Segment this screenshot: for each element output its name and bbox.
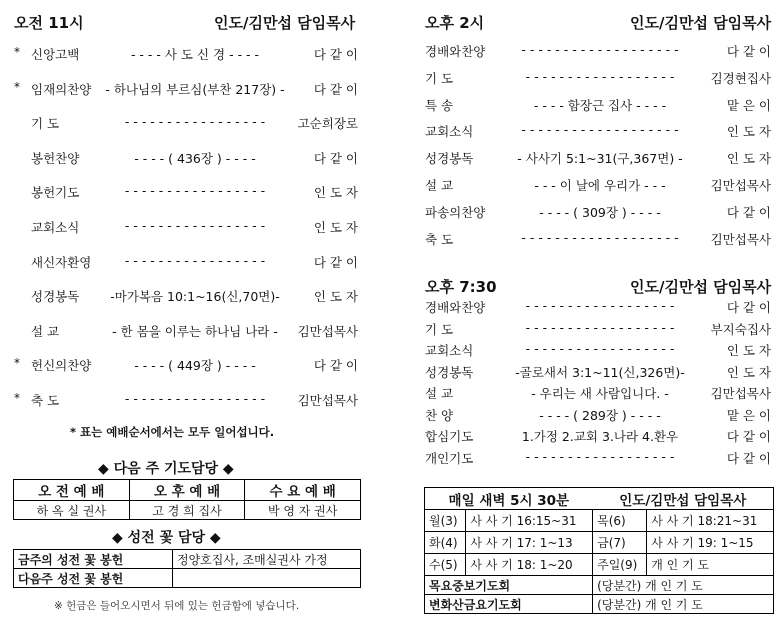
order-item bbox=[425, 449, 771, 465]
order-item-person: 김만섭목사 bbox=[297, 393, 358, 408]
order-item bbox=[425, 69, 771, 85]
order-item-detail: 1.가정 2.교회 3.나라 4.환우 bbox=[521, 429, 679, 444]
order-item-name: 기 도 bbox=[425, 70, 454, 86]
friday-prayer-label: 변화산금요기도회 bbox=[425, 595, 593, 614]
order-item-detail: - - - - ( 309장 ) - - - - bbox=[539, 204, 661, 220]
dawn-day: 월(3) bbox=[425, 510, 466, 532]
order-item-person: 다 같 이 bbox=[726, 450, 771, 466]
order-item bbox=[425, 320, 771, 336]
order-item-name: 설 교 bbox=[31, 323, 60, 339]
order-item-name: 축 도 bbox=[31, 393, 60, 408]
dawn-reading: 사 사 기 18: 1~20 bbox=[466, 554, 593, 576]
order-item-detail: -마가복음 10:1~16(신,70면)- bbox=[110, 289, 280, 305]
am-service-time: 오전 11시 bbox=[14, 14, 84, 32]
order-item-person: 다 같 이 bbox=[313, 254, 358, 270]
order-item-name: 헌신의찬양 bbox=[31, 358, 92, 374]
order-item bbox=[425, 96, 771, 112]
dawn-reading: 개 인 기 도 bbox=[647, 554, 774, 576]
order-item-person: 인 도 자 bbox=[313, 289, 358, 305]
prayer-name-am: 하 옥 실 권사 bbox=[14, 501, 130, 520]
order-item bbox=[425, 341, 771, 357]
order-item-person: 김경현집사 bbox=[710, 70, 771, 86]
order-item bbox=[425, 122, 771, 138]
order-item-name: 봉헌찬양 bbox=[31, 150, 80, 166]
order-item-name: 설 교 bbox=[425, 178, 454, 193]
thursday-prayer-value: (당분간) 개 인 기 도 bbox=[593, 576, 774, 595]
order-item-detail: - - - - - - - - - - - - - - - - - - bbox=[525, 68, 675, 84]
prayer-header-am: 오 전 예 배 bbox=[14, 480, 130, 501]
standing-mark: * bbox=[14, 356, 20, 371]
order-item-name: 교회소식 bbox=[425, 343, 474, 358]
order-item-name: 신앙고백 bbox=[31, 47, 80, 62]
order-item bbox=[425, 406, 771, 422]
order-item bbox=[425, 176, 771, 192]
order-item-name: 성경봉독 bbox=[31, 289, 80, 305]
order-item bbox=[425, 230, 771, 246]
order-item-detail: - - - - - - - - - - - - - - - - - - bbox=[525, 298, 675, 313]
order-item-person: 김만섭목사 bbox=[710, 178, 771, 193]
order-item-detail: - - - - - - - - - - - - - - - - - - - bbox=[521, 229, 679, 245]
order-item-person: 고순희장로 bbox=[297, 116, 358, 132]
order-item bbox=[425, 363, 771, 379]
order-item bbox=[31, 287, 358, 303]
order-item bbox=[31, 149, 358, 165]
order-item-detail: - 한 몸을 이루는 하나님 나라 - bbox=[112, 323, 278, 339]
order-item-name: 임재의찬양 bbox=[31, 81, 92, 97]
pm2-service-leader: 인도/김만섭 담임목사 bbox=[630, 14, 772, 32]
pm730-service-time: 오후 7:30 bbox=[425, 278, 497, 296]
order-item-person: 김만섭목사 bbox=[710, 231, 771, 247]
order-item bbox=[31, 114, 358, 130]
order-item-name: 설 교 bbox=[425, 386, 454, 401]
order-item-detail: - - - - - - - - - - - - - - - - - - - bbox=[521, 42, 679, 57]
order-item-detail: - - - - - - - - - - - - - - - - - - bbox=[525, 448, 675, 464]
order-item bbox=[31, 183, 358, 199]
order-item-person: 다 같 이 bbox=[313, 150, 358, 166]
flower-duty-title: ◆ 성전 꽃 담당 ◆ bbox=[112, 530, 221, 546]
order-item-name: 파송의찬양 bbox=[425, 204, 486, 220]
order-item-detail: - 하나님의 부르심(부찬 217장) - bbox=[105, 81, 285, 97]
order-item-detail: - - - - - - - - - - - - - - - - - bbox=[124, 252, 266, 268]
order-item-name: 기 도 bbox=[425, 321, 454, 337]
order-item-person: 맡 은 이 bbox=[726, 97, 771, 113]
order-item bbox=[425, 203, 771, 219]
dawn-prayer-table bbox=[424, 487, 774, 614]
order-item-person: 다 같 이 bbox=[313, 358, 358, 374]
order-item-name: 합심기도 bbox=[425, 429, 474, 444]
standing-mark: * bbox=[14, 45, 20, 59]
order-item-person: 김만섭목사 bbox=[297, 323, 358, 339]
order-item-detail: - - - - - - - - - - - - - - - - - - bbox=[525, 319, 675, 335]
order-item bbox=[31, 253, 358, 269]
dawn-leader: 인도/김만섭 담임목사 bbox=[593, 488, 774, 510]
order-item-person: 맡 은 이 bbox=[726, 407, 771, 423]
order-item bbox=[425, 42, 771, 58]
order-item bbox=[425, 384, 771, 400]
order-item-detail: - - - - - - - - - - - - - - - - - bbox=[124, 183, 266, 199]
flower-this-week-label: 금주의 성전 꽃 봉헌 bbox=[14, 550, 173, 569]
order-item-person: 부지숙집사 bbox=[710, 321, 771, 337]
order-item-person: 다 같 이 bbox=[726, 44, 771, 59]
order-item-name: 개인기도 bbox=[425, 450, 474, 466]
order-item bbox=[31, 322, 358, 338]
am-standing-note: * 표는 예배순서에서는 모두 일어섭니다. bbox=[70, 425, 275, 439]
order-item-person: 다 같 이 bbox=[726, 300, 771, 315]
order-item-detail: - - - - - - - - - - - - - - - - - bbox=[124, 391, 266, 406]
order-item bbox=[31, 218, 358, 234]
order-item-person: 인 도 자 bbox=[726, 124, 771, 140]
order-item-name: 축 도 bbox=[425, 231, 454, 247]
prayer-name-wed: 박 영 자 권사 bbox=[245, 501, 361, 520]
order-item-name: 봉헌기도 bbox=[31, 185, 80, 201]
order-item-detail: - - - - 함장근 집사 - - - - bbox=[533, 97, 667, 113]
order-item-detail: - - - - ( 436장 ) - - - - bbox=[134, 150, 256, 166]
order-item bbox=[425, 149, 771, 165]
order-item-person: 김만섭목사 bbox=[710, 386, 771, 401]
order-item bbox=[425, 298, 771, 314]
order-item bbox=[14, 356, 358, 374]
order-item-detail: - - - - - - - - - - - - - - - - - bbox=[124, 218, 266, 233]
order-item-name: 경배와찬양 bbox=[425, 44, 486, 59]
dawn-day: 금(7) bbox=[593, 532, 647, 554]
order-item-detail: - - - - ( 289장 ) - - - - bbox=[539, 407, 661, 423]
order-item-person: 다 같 이 bbox=[726, 429, 771, 444]
order-item-detail: - 사사기 5:1~31(구,367면) - bbox=[517, 151, 683, 167]
order-item-name: 특 송 bbox=[425, 97, 454, 113]
order-item-detail: -골로새서 3:1~11(신,326면)- bbox=[515, 364, 685, 380]
order-item-name: 새신자환영 bbox=[31, 254, 92, 270]
order-item bbox=[425, 427, 771, 443]
dawn-day: 수(5) bbox=[425, 554, 466, 576]
flower-next-week-label: 다음주 성전 꽃 봉헌 bbox=[14, 569, 173, 588]
order-item-name: 교회소식 bbox=[425, 124, 474, 140]
order-item bbox=[14, 391, 358, 408]
order-item-name: 기 도 bbox=[31, 116, 60, 132]
dawn-title: 매일 새벽 5시 30분 bbox=[425, 488, 593, 510]
order-item-detail: - 우리는 새 사람입니다. - bbox=[531, 386, 669, 401]
flower-next-week-value bbox=[173, 569, 361, 588]
order-item bbox=[14, 79, 358, 97]
order-item-person: 다 같 이 bbox=[313, 47, 358, 62]
order-item-name: 찬 양 bbox=[425, 407, 454, 423]
thursday-prayer-label: 목요중보기도회 bbox=[425, 576, 593, 595]
order-item-person: 인 도 자 bbox=[726, 343, 771, 358]
prayer-name-pm: 고 경 희 집사 bbox=[129, 501, 245, 520]
order-item-name: 교회소식 bbox=[31, 220, 80, 235]
order-item-detail: - - - 이 날에 우리가 - - - bbox=[534, 178, 666, 193]
prayer-duty-title: ◆ 다음 주 기도담당 ◆ bbox=[98, 461, 234, 477]
order-item-person: 다 같 이 bbox=[726, 204, 771, 220]
standing-mark: * bbox=[14, 391, 20, 405]
flower-this-week-value: 정양호집사, 조매실권사 가정 bbox=[173, 550, 361, 569]
order-item-name: 성경봉독 bbox=[425, 364, 474, 380]
dawn-day: 주일(9) bbox=[593, 554, 647, 576]
order-item-name: 성경봉독 bbox=[425, 151, 474, 167]
pm730-service-leader: 인도/김만섭 담임목사 bbox=[630, 278, 772, 296]
dawn-reading: 사 사 기 19: 1~15 bbox=[647, 532, 774, 554]
prayer-header-pm: 오 후 예 배 bbox=[129, 480, 245, 501]
order-item bbox=[14, 45, 358, 62]
order-item-person: 인 도 자 bbox=[726, 364, 771, 380]
order-item-person: 인 도 자 bbox=[313, 220, 358, 235]
order-item-person: 인 도 자 bbox=[313, 185, 358, 201]
order-item-detail: - - - - - - - - - - - - - - - - - bbox=[124, 114, 266, 130]
order-item-detail: - - - - 사 도 신 경 - - - - bbox=[130, 47, 260, 62]
dawn-day: 목(6) bbox=[593, 510, 647, 532]
dawn-reading: 사 사 기 17: 1~13 bbox=[466, 532, 593, 554]
order-item-person: 다 같 이 bbox=[313, 81, 358, 97]
order-item-detail: - - - - - - - - - - - - - - - - - - bbox=[525, 341, 675, 356]
order-item-name: 경배와찬양 bbox=[425, 300, 486, 315]
pm2-service-time: 오후 2시 bbox=[425, 14, 485, 32]
dawn-reading: 사 사 기 18:21~31 bbox=[647, 510, 774, 532]
order-item-detail: - - - - ( 449장 ) - - - - bbox=[134, 358, 256, 374]
friday-prayer-value: (당분간) 개 인 기 도 bbox=[593, 595, 774, 614]
offering-note: ※ 헌금은 들어오시면서 뒤에 있는 헌금함에 넣습니다. bbox=[54, 600, 300, 612]
standing-mark: * bbox=[14, 79, 20, 94]
order-item-detail: - - - - - - - - - - - - - - - - - - - bbox=[521, 122, 679, 138]
dawn-reading: 사 사 기 16:15~31 bbox=[466, 510, 593, 532]
prayer-header-wed: 수 요 예 배 bbox=[245, 480, 361, 501]
order-item-person: 인 도 자 bbox=[726, 151, 771, 167]
prayer-duty-table bbox=[13, 479, 361, 520]
am-service-leader: 인도/김만섭 담임목사 bbox=[214, 14, 356, 32]
flower-duty-table bbox=[13, 549, 361, 588]
dawn-day: 화(4) bbox=[425, 532, 466, 554]
